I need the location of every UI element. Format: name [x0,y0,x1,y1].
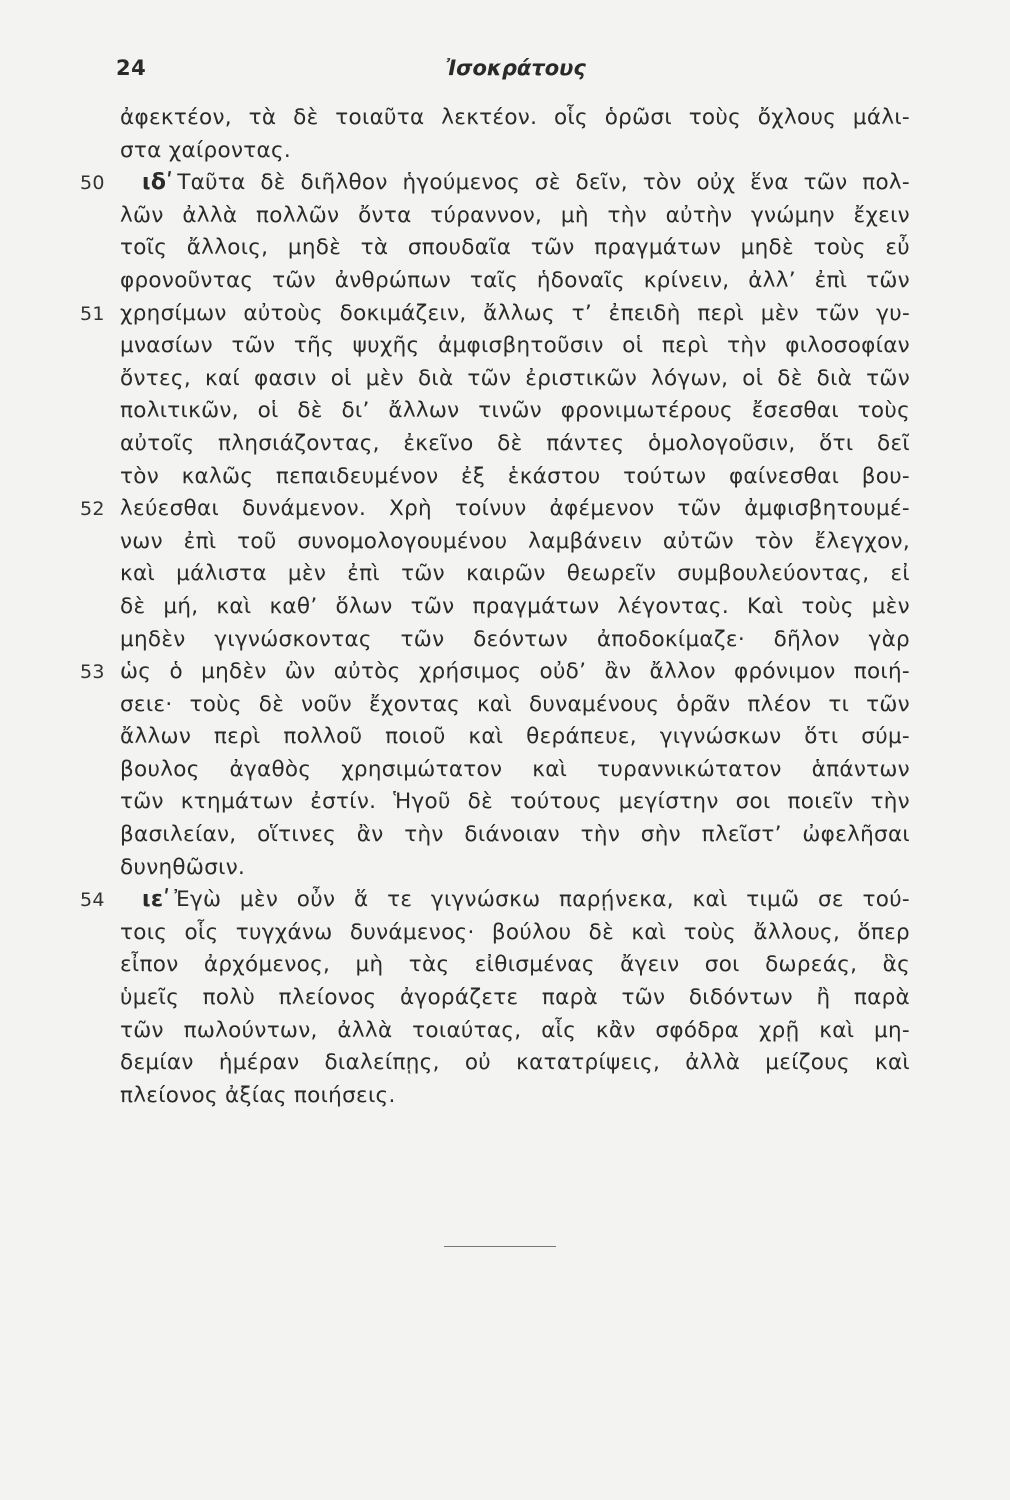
text-line: βασιλείαν, οἵτινες ἂν τὴν διάνοιαν τὴν σὴν πλεῖστ’ ὠφελῆσαι [120,822,910,848]
text-line: δυνηθῶσιν. [120,854,246,880]
text-line: φρονοῦντας τῶν ἀνθρώπων ταῖς ἡδοναῖς κρίνειν, ἀλλ’ ἐπὶ τῶν [120,267,910,293]
body-text [80,102,910,1112]
text-line: 54 ιεʹ Ἐγὼ μὲν οὖν ἅ τε γιγνώσκω παρῄνεκα, καὶ τιμῶ σε τού- [120,884,910,917]
text-line: νων ἐπὶ τοῦ συνομολογουμένου λαμβάνειν αὐτῶν τὸν ἔλεγχον, [120,528,910,554]
text-line: μηδὲν γιγνώσκοντας τῶν δεόντων ἀποδοκίμαζε· δῆλον γὰρ [120,626,910,652]
text-line: βουλος ἀγαθὸς χρησιμώτατον καὶ τυραννικώτατον ἁπάντων [120,756,910,782]
text-line: ὄντες, καί φασιν οἱ μὲν διὰ τῶν ἐριστικῶν λόγων, οἱ δὲ διὰ τῶν [120,365,910,391]
text-line: τῶν κτημάτων ἐστίν. Ἡγοῦ δὲ τούτους μεγίστην σοι ποιεῖν τὴν [120,789,910,815]
text-line: 53 ὡς ὁ μηδὲν ὢν αὐτὸς χρήσιμος οὐδ’ ἂν ἄλλον φρόνιμον ποιή- [120,656,910,689]
text-line: καὶ μάλιστα μὲν ἐπὶ τῶν καιρῶν θεωρεῖν συμβουλεύοντας, εἰ [120,561,910,587]
margin-number: 52 [80,498,105,521]
page-header [0,48,1010,84]
text-line: πολιτικῶν, οἱ δὲ δι’ ἄλλων τινῶν φρονιμωτέρους ἔσεσθαι τοὺς [120,398,910,424]
running-title: Ἰσοκράτους [446,56,586,80]
text-line: δὲ μή, καὶ καθ’ ὅλων τῶν πραγμάτων λέγοντας. Καὶ τοὺς μὲν [120,593,910,619]
text-line: ἄλλων περὶ πολλοῦ ποιοῦ καὶ θεράπευε, γιγνώσκων ὅτι σύμ- [120,724,910,750]
closing-rule [444,1246,556,1247]
text-line: 52 λεύεσθαι δυνάμενον. Χρὴ τοίνυν ἀφέμενον τῶν ἀμφισβητουμέ- [120,493,910,526]
page-number: 24 [116,56,147,80]
text-line: στα χαίροντας. [120,137,292,163]
text-line: τοις οἷς τυγχάνω δυνάμενος· βούλου δὲ καὶ τοὺς ἄλλους, ὅπερ [120,919,910,945]
text-line: πλείονος ἀξίας ποιήσεις. [120,1082,396,1108]
text-line: 51 χρησίμων αὐτοὺς δοκιμάζειν, ἄλλως τ’ ἐπειδὴ περὶ μὲν τῶν γυ- [120,298,910,331]
margin-number: 53 [80,661,105,684]
text-line: δεμίαν ἡμέραν διαλείπῃς, οὐ κατατρίψεις, ἀλλὰ μείζους καὶ [120,1050,910,1076]
section-number: ιεʹ [142,887,171,913]
text-line: σειε· τοὺς δὲ νοῦν ἔχοντας καὶ δυναμένους ὁρᾶν πλέον τι τῶν [120,691,910,717]
text-line: μνασίων τῶν τῆς ψυχῆς ἀμφισβητοῦσιν οἱ περὶ τὴν φιλοσοφίαν [120,333,910,359]
section-number: ιδʹ [142,170,174,196]
text-line: τὸν καλῶς πεπαιδευμένον ἐξ ἑκάστου τούτων φαίνεσθαι βου- [120,463,910,489]
text-line: ἀφεκτέον, τὰ δὲ τοιαῦτα λεκτέον. οἷς ὁρῶσι τοὺς ὄχλους μάλι- [120,105,910,130]
margin-number: 50 [80,172,105,195]
text-line: τοῖς ἄλλοις, μηδὲ τὰ σπουδαῖα τῶν πραγμάτων μηδὲ τοὺς εὖ [120,235,910,261]
text-line: τῶν πωλούντων, ἀλλὰ τοιαύτας, αἷς κἂν σφόδρα χρῇ καὶ μη- [120,1017,910,1043]
margin-number: 54 [80,889,105,912]
text-line: εἶπον ἀρχόμενος, μὴ τὰς εἰθισμένας ἄγειν σοι δωρεάς, ἃς [120,952,910,978]
text-line: ὑμεῖς πολὺ πλείονος ἀγοράζετε παρὰ τῶν διδόντων ἢ παρὰ [120,985,910,1011]
text-line: αὐτοῖς πλησιάζοντας, ἐκεῖνο δὲ πάντες ὁμολογοῦσιν, ὅτι δεῖ [120,430,910,456]
margin-number: 51 [80,302,105,325]
text-line: λῶν ἀλλὰ πολλῶν ὄντα τύραννον, μὴ τὴν αὐτὴν γνώμην ἔχειν [120,202,910,228]
text-line: 50 ιδʹ Ταῦτα δὲ διῆλθον ἡγούμενος σὲ δεῖν, τὸν οὐχ ἕνα τῶν πολ- [120,167,910,200]
